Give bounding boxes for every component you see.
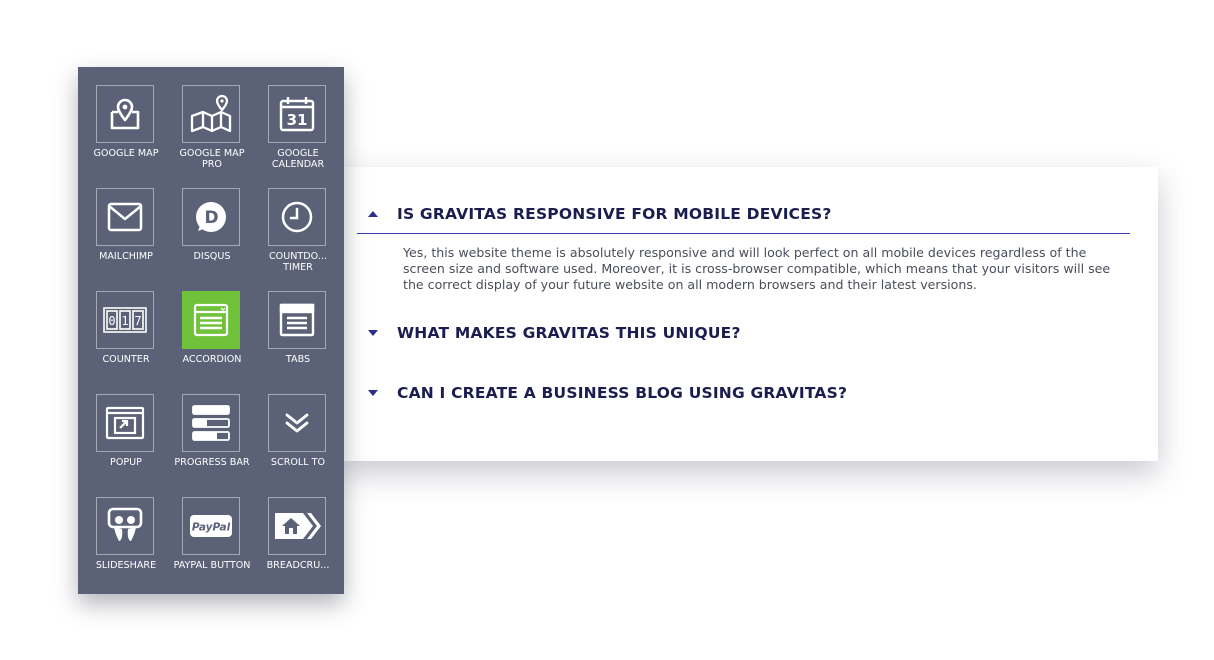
widget-icon-box xyxy=(268,394,326,452)
caret-up-icon xyxy=(368,211,378,217)
tabs-icon xyxy=(279,303,315,337)
widget-icon-box xyxy=(268,188,326,246)
widget-icon-box xyxy=(268,497,326,555)
widget-label: DISQUS xyxy=(193,251,231,262)
accordion-title: WHAT MAKES GRAVITAS THIS UNIQUE? xyxy=(397,324,741,342)
svg-text:0: 0 xyxy=(108,314,116,328)
envelope-icon xyxy=(107,202,143,232)
widget-label: POPUP xyxy=(110,457,142,468)
accordion-icon xyxy=(193,303,229,337)
disqus-icon xyxy=(194,200,228,234)
widget-label: GOOGLE MAP xyxy=(93,148,159,159)
widget-label: GOOGLE CALENDAR xyxy=(271,148,325,170)
widget-scroll-to[interactable] xyxy=(263,394,333,490)
widget-icon-box xyxy=(96,85,154,143)
caret-down-icon xyxy=(368,390,378,396)
accordion-preview xyxy=(338,167,1158,461)
progress-bar-icon xyxy=(191,404,231,442)
widget-label: BREADCRU... xyxy=(266,560,330,571)
widget-slideshare[interactable] xyxy=(91,497,161,593)
accordion-body-text: Yes, this website theme is absolutely responsive and will look perfect on all mobile devices regardless of the screen size and software used. Moreover, it is cross-browser compatible, which means that your visitors will see the correct display of your future website on all modern browsers and their latest versions. xyxy=(403,245,1111,292)
widget-mailchimp[interactable] xyxy=(91,188,161,284)
widget-icon-box xyxy=(182,291,240,349)
widget-label: GOOGLE MAP PRO xyxy=(179,148,245,170)
slideshare-icon xyxy=(107,507,143,545)
map-pro-icon xyxy=(189,94,233,134)
svg-text:D: D xyxy=(204,208,219,228)
accordion-divider xyxy=(357,233,1130,234)
accordion-header-responsive[interactable] xyxy=(338,197,1158,233)
widget-icon-box xyxy=(96,394,154,452)
widget-icon-box xyxy=(182,394,240,452)
widget-label: COUNTER xyxy=(102,354,150,365)
widget-google-map-pro[interactable] xyxy=(177,85,247,181)
widget-progress-bar[interactable] xyxy=(174,394,250,490)
accordion-header-blog[interactable] xyxy=(338,376,1158,412)
svg-text:PayPal: PayPal xyxy=(191,521,231,534)
widget-label: PAYPAL BUTTON xyxy=(173,560,251,571)
widget-icon-box xyxy=(182,188,240,246)
widget-icon-box xyxy=(268,85,326,143)
widget-label: COUNTDO... TIMER xyxy=(268,251,327,273)
widget-panel xyxy=(78,67,344,594)
widget-google-calendar[interactable] xyxy=(263,85,333,181)
breadcrumb-home-icon xyxy=(273,511,321,541)
svg-text:1: 1 xyxy=(121,314,129,328)
widget-label: PROGRESS BAR xyxy=(174,457,250,468)
clock-icon xyxy=(280,200,314,234)
widget-counter[interactable] xyxy=(91,291,161,387)
calendar-icon xyxy=(278,95,316,133)
widget-popup[interactable] xyxy=(91,394,161,490)
map-pin-icon xyxy=(107,96,143,132)
svg-text:31: 31 xyxy=(286,111,308,129)
widget-icon-box xyxy=(96,291,154,349)
widget-tabs[interactable] xyxy=(263,291,333,387)
widget-icon-box xyxy=(182,85,240,143)
widget-icon-box xyxy=(96,497,154,555)
widget-countdown-timer[interactable] xyxy=(263,188,333,284)
widget-google-map[interactable] xyxy=(91,85,161,181)
caret-down-icon xyxy=(368,330,378,336)
widget-label: ACCORDION xyxy=(182,354,242,365)
counter-icon xyxy=(103,307,147,333)
widget-label: MAILCHIMP xyxy=(99,251,153,262)
widget-accordion[interactable] xyxy=(177,291,247,387)
widget-label: SLIDESHARE xyxy=(95,560,157,571)
widget-icon-box xyxy=(268,291,326,349)
svg-text:7: 7 xyxy=(134,314,142,328)
popup-icon xyxy=(105,406,145,440)
widget-label: SCROLL TO xyxy=(270,457,326,468)
accordion-header-unique[interactable] xyxy=(338,316,1158,352)
double-chevron-down-icon xyxy=(283,411,311,435)
widget-label: TABS xyxy=(285,354,311,365)
widget-breadcrumbs[interactable] xyxy=(263,497,333,593)
widget-icon-box xyxy=(182,497,240,555)
paypal-icon xyxy=(189,514,233,538)
accordion-title: IS GRAVITAS RESPONSIVE FOR MOBILE DEVICES? xyxy=(397,205,832,223)
widget-paypal-button[interactable] xyxy=(173,497,251,593)
widget-disqus[interactable] xyxy=(177,188,247,284)
accordion-title: CAN I CREATE A BUSINESS BLOG USING GRAVITAS? xyxy=(397,384,848,402)
widget-icon-box xyxy=(96,188,154,246)
